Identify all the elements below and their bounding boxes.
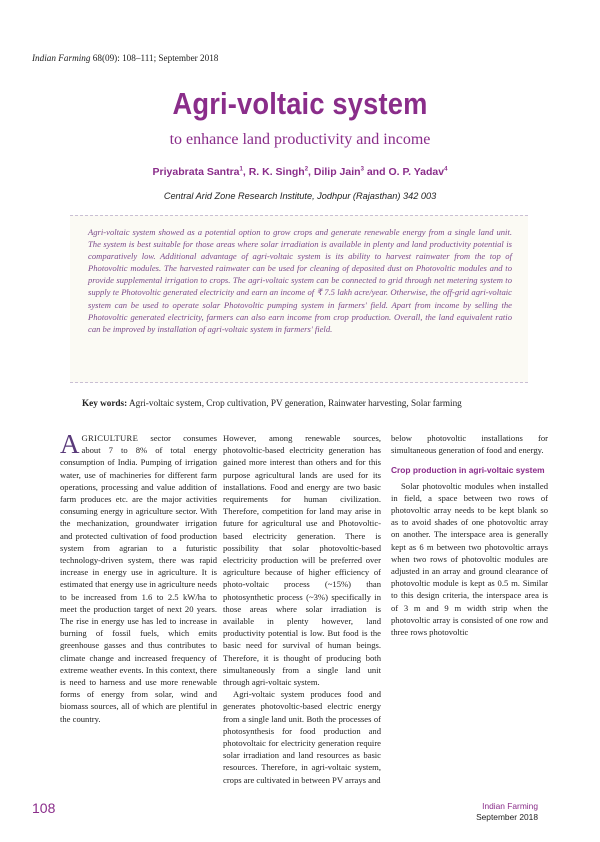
- paragraph-text: sector consumes about 7 to 8% of total energy consumption of India. Pumping of irrigation water, use of machineries for different farm operations, processing and value addition of farm produces etc. are the major activities consuming energy in agriculture sector. With the mechanization, groundwater irrigation and protected cultivation of food production system from agrarian to a futuristic technology-driven system, there was rapid increase in energy use in agriculture. It is estimated that energy use in agriculture needs to be increased from 1.6 to 2.5 kW/ha to meet the production target of next 20 years. The rise in energy use has led to increase in burning of fossil fuels, which emits greenhouse gasses and thus contributes to climate change and increased frequency of extreme weather events. In this context, there is need to harness and use more renewable forms of energy from solar, wind and biomass sources, all of which are plentiful in the country.: [60, 433, 217, 724]
- journal-issue: 68(09): 108–111; September 2018: [92, 53, 219, 63]
- author-separator: ,: [242, 166, 249, 178]
- lead-caps: GRICULTURE: [81, 433, 139, 443]
- keywords-text: Agri-voltaic system, Crop cultivation, PV generation, Rainwater harvesting, Solar farming: [128, 398, 462, 408]
- footer-date: September 2018: [476, 812, 538, 822]
- author-affil-marker: 2: [304, 166, 309, 173]
- body-column-1: [60, 429, 217, 725]
- body-column-3: [391, 432, 548, 638]
- keywords: [82, 398, 532, 408]
- paragraph-continued: below photovoltic installations for simultaneous generation of food and energy.: [391, 433, 548, 456]
- abstract: Agri-voltaic system showed as a potential option to grow crops and generate renewable energy from a single land unit. The system is best suitable for those areas where solar irradiation is available in plenty and land productivity potential is comparatively low. Additional advantage of agri-voltaic system is its ability to harvest rainwater from the top of Photovoltic modules. The harvested rainwater can be used for cleaning of deposited dust on Photovoltic modules and to provide supplemental irrigation to crops. The agri-voltaic system can be connected to grid through net metering system to supply te Photovoltic generated electricity and earn an income of ₹ 7.5 lakh acre/year. Otherwise, the off-grid agri-voltaic system can be used to operate solar Photovoltic pumping system in farmers' field. Apart from income by selling the Photovoltic generated electricity, farmers can also earn income from crop production. Overall, the land equivalent ratio can be improved by installation of agri-voltaic system in farmers' field.: [88, 227, 512, 334]
- author-affil-marker: 3: [360, 166, 364, 173]
- author-list: [0, 166, 600, 178]
- footer-journal: [476, 801, 538, 823]
- paragraph: However, among renewable sources, photovoltic-based electricity generation has gained more interest than others and for this purpose agricultural lands are used for its installations. Food and energy are two basic requirements for human civilization. Therefore, competition for land may arise in future for agricultural use and Photovoltic-based electricity generation. There is possibility that solar photovoltic-based electricity production will be preferred over agriculture because of higher efficiency of photo-voltaic process (~15%) than photosynthetic process (~3%) specifically in those areas where solar irradiation is available in plenty however, land productivity potential is low. But food is the basic need for survival of human beings. Therefore, it is thought of producing both simultaneously from a single land unit through agri-voltaic system.: [223, 433, 381, 688]
- affiliation: Central Arid Zone Research Institute, Jodhpur (Rajasthan) 342 003: [163, 191, 437, 201]
- article-title: Agri-voltaic system: [172, 86, 428, 121]
- article-subtitle: to enhance land productivity and income: [169, 131, 431, 148]
- page-number: 108: [32, 800, 56, 816]
- author-separator: and: [363, 166, 389, 178]
- journal-citation: [32, 53, 218, 63]
- author-separator: ,: [308, 166, 314, 178]
- keywords-label: Key words:: [82, 398, 128, 408]
- section-heading: Crop production in agri-voltaic system: [391, 465, 545, 476]
- footer-journal-name: Indian Farming: [482, 801, 538, 811]
- paragraph: Solar photovoltic modules when installed in field, a space between two rows of photovoltic array needs to be kept blank so as to avoid shades of one photovoltic array on another. The interspace area is generally kept as 6 m between two photovoltic arrays when two rows of photovoltic modules are adjusted in an array and ground clearance of photovoltic module is kept as 0.5 m. Similar to this design criteria, the interspace area is of 3 m and 9 m width strip when the photovoltic array is consisted of one row and three rows photovoltic: [391, 480, 548, 638]
- paragraph: Agri-voltaic system produces food and generates photovoltic-based electric energy from a single land unit. Both the processes of photosynthesis for food production and photovoltaic for electricity generation require solar irradiation and land resources as basic resources. Therefore, in agri-voltaic system, crops are cultivated in between PV arrays and: [223, 689, 381, 785]
- body-column-2: [223, 432, 381, 786]
- author-affil-marker: 1: [239, 166, 243, 173]
- author-name: Priyabrata Santra: [152, 166, 240, 178]
- drop-cap: A: [60, 429, 80, 459]
- journal-name: Indian Farming: [32, 53, 91, 63]
- author-name: O. P. Yadav: [388, 166, 445, 178]
- author-name: R. K. Singh: [248, 166, 305, 178]
- author-name: Dilip Jain: [313, 166, 361, 178]
- paragraph: [60, 429, 217, 725]
- author-affil-marker: 4: [444, 166, 448, 173]
